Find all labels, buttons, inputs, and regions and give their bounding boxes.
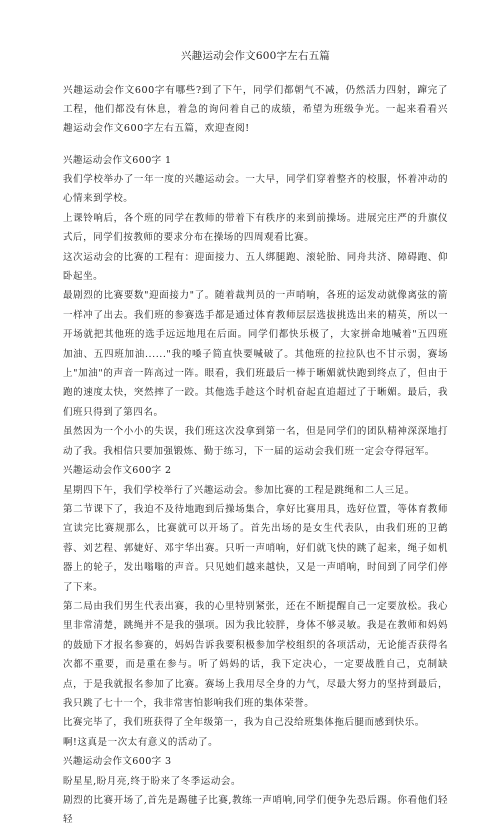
section-heading-2: 兴趣运动会作文600字 2 (63, 465, 172, 477)
paragraph: 第二节课下了，我迫不及待地跑到后操场集合，拿好比赛用具，选好位置，等体育教师宣读完比赛规那么，比赛就可以开场了。首先出场的是女生代表队，由我们班的卫鹤蓉、刘艺程、郭婕好、邓宇华出赛。只听一声哨响，好们就飞快的跳了起来，绳子如机器上的轮子，发出嗡嗡的声音。只见她们越来越快，又是一声哨响，时间到了同学们停了下来。 (63, 503, 448, 593)
document-page (63, 0, 448, 830)
paragraph: 虽然因为一个小小的失误，我们班这次没拿到第一名，但是同学们的团队精神深深地打动了我。我相信只要加强锻炼、勤于练习，下一届的运动会我们班一定会夺得冠军。 (63, 426, 448, 457)
intro-paragraph: 兴趣运动会作文600字有哪些?到了下午，同学们都朝气不减，仍然活力四射，蹿完了工程，他们都没有休息，着急的询问着自己的成绩，希望为班级争光。一起来看看兴趣运动会作文600字左右五篇，欢迎查阅! (63, 85, 448, 135)
paragraph: 啊!这真是一次太有意义的活动了。 (63, 736, 219, 748)
paragraph: 星期四下午，我们学校举行了兴趣运动会。参加比赛的工程是跳绳和二人三足。 (63, 484, 415, 496)
paragraph: 盼星星,盼月亮,终于盼来了冬季运动会。 (63, 775, 241, 787)
article-body (63, 151, 448, 830)
paragraph: 最剧烈的比赛要数"迎面接力"了。随着裁判员的一声哨响，各班的运发动就像离弦的箭一样冲了出去。我们班的参赛选手都是通过体育教师层层选拔挑选出来的精英，所以一开场就把其他班的选手远远地甩在后面。同学们都快乐极了，大家拼命地喊着"五四班加油、五四班加油......"我的嗓子简直快要喊破了。其他班的拉拉队也不甘示弱，赛场上"加油"的声音一阵高过一阵。眼看，我们班最后一棒于晰媚就快跑到终点了，但由于跑的速度太快，突然摔了一跤。其他选手趁这个时机奋起直追超过了于晰媚。最后，我们班只得到了第四名。 (63, 290, 448, 418)
paragraph: 剧烈的比赛开场了,首先是踢毽子比赛,教练一声哨响,同学们便争先恐后踢。你看他们轻轻 (63, 795, 448, 826)
document-title: 兴趣运动会作文600字左右五篇 (180, 50, 331, 62)
section-heading-3: 兴趣运动会作文600字 3 (63, 756, 172, 768)
paragraph: 第二局由我们男生代表出赛，我的心里特别紧张，还在不断提醒自己一定要放松。我心里非常清楚，跳绳并不是我的强项。因为我比较胖，身体不够灵敏。我是在教师和妈妈的鼓励下才报名参赛的，妈妈告诉我要积极参加学校组织的各项活动，无论能否获得名次都不重要，而是重在参与。听了妈妈的话，我下定决心，一定要战胜自己，克制缺点，于是我就报名参加了比赛。赛场上我用尽全身的力气，尽最大努力的坚持到最后，我只跳了七十一个，我非常害怕影响我们班的集体荣誉。 (63, 600, 448, 709)
paragraph: 比赛完毕了，我们班获得了全年级第一，我为自己没给班集体拖后腿而感到快乐。 (63, 717, 425, 729)
section-heading-1: 兴趣运动会作文600字 1 (63, 154, 172, 166)
paragraph: 上课铃响后，各个班的同学在教师的带着下有秩序的来到前操场。进展完庄严的升旗仪式后，同学们按教师的要求分布在操场的四周观看比赛。 (63, 212, 448, 244)
paragraph: 这次运动会的比赛的工程有：迎面接力、五人绑腿跑、滚轮胎、同舟共济、障碍跑、仰卧起坐。 (63, 251, 448, 283)
paragraph: 我们学校举办了一年一度的兴趣运动会。一大早，同学们穿着整齐的校服，怀着冲动的心情来到学校。 (63, 174, 448, 205)
